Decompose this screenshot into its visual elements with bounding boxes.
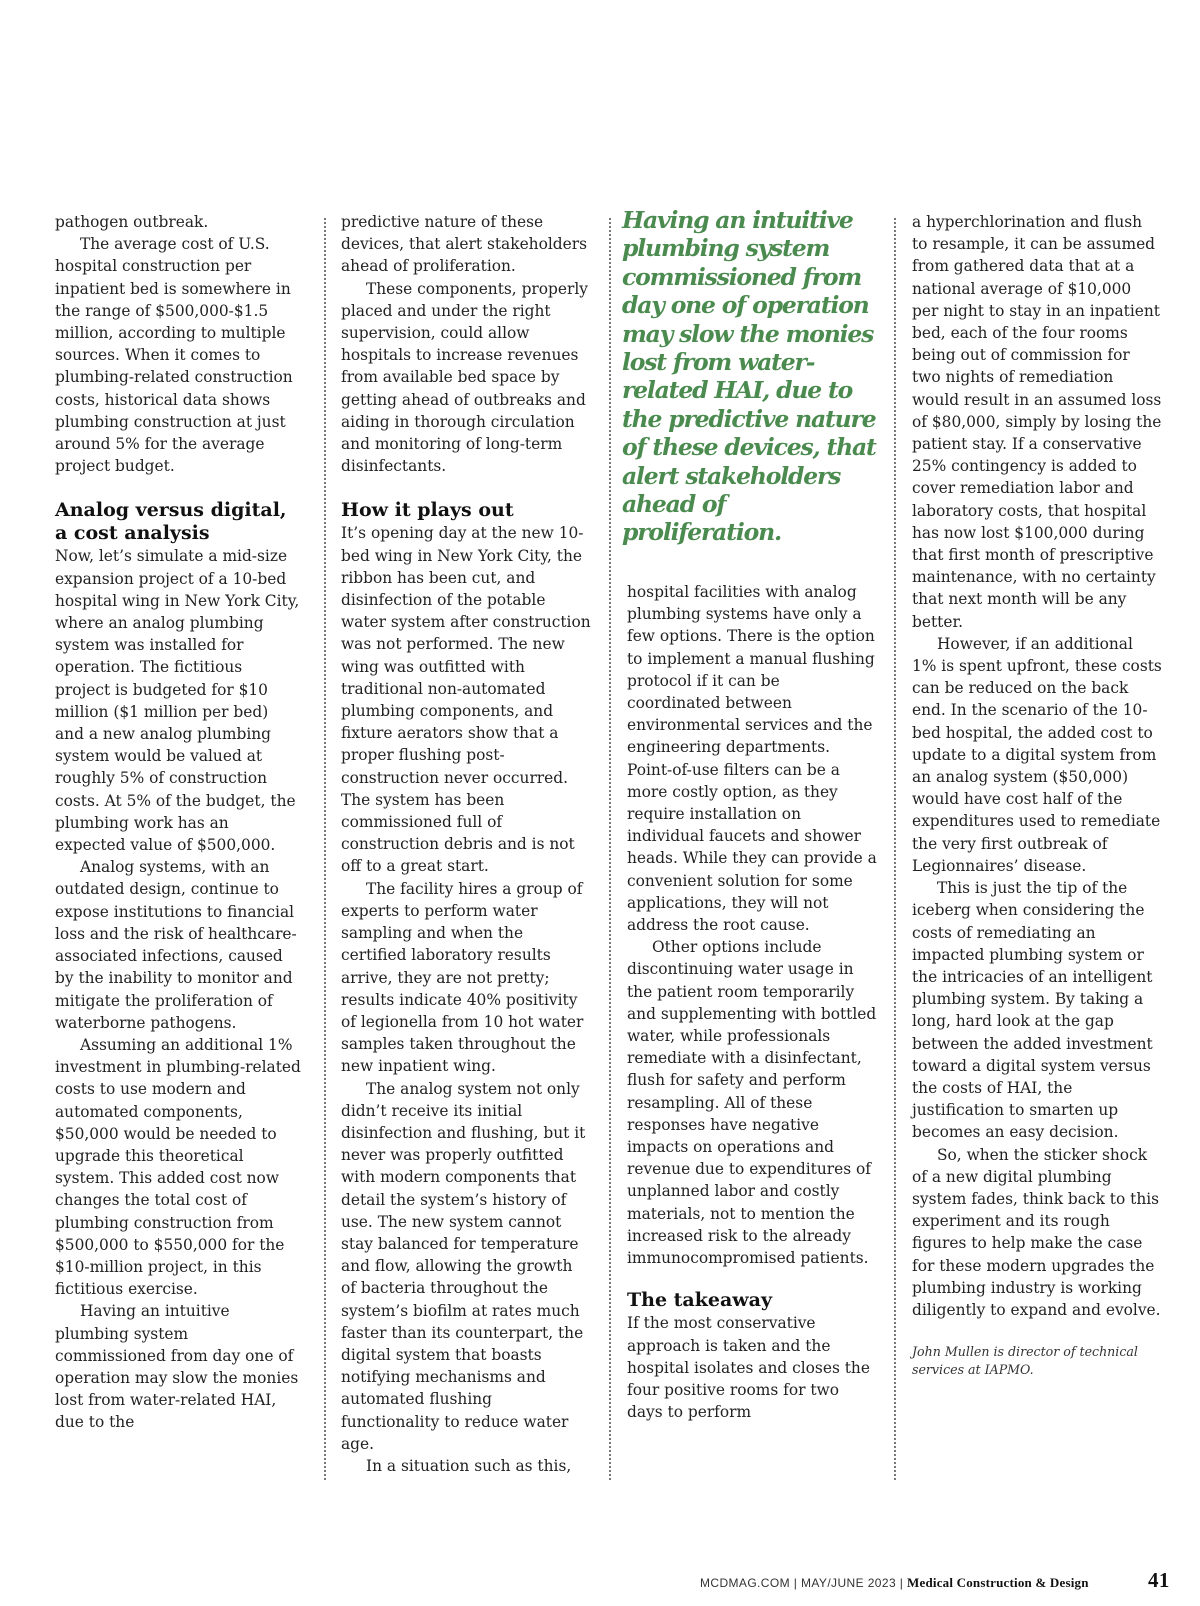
paragraph: The facility hires a group of experts to perform water sampling and when the certified laboratory results arrive, they are not pretty; results indicate 40% positivity of legionella from 10 hot water samples taken throughout the new inpatient wing. (341, 879, 584, 1076)
paragraph: So, when the sticker shock of a new digital plumbing system fades, think back to this experiment and its rough figures to help make the case for these modern upgrades the plumbing industry is working diligently to expand and evolve. (912, 1145, 1161, 1319)
column-divider (894, 218, 896, 1480)
paragraph: However, if an additional 1% is spent upfront, these costs can be reduced on the back end. In the scenario of the 10-bed hospital, the added cost to update to a digital system from an analog system ($50,000) would have cost half of the expenditures used to remediate the very first outbreak of Legionnaires’ disease. (912, 634, 1162, 875)
paragraph: Having an intuitive plumbing system commissioned from day one of operation may slow the monies lost from water-related HAI, due to the (55, 1302, 299, 1432)
paragraph: pathogen outbreak. (55, 213, 209, 231)
column-divider (324, 218, 326, 1480)
paragraph: This is just the tip of the iceberg when considering the costs of remediating an impacted plumbing system or the intricacies of an intelligent plumbing system. By taking a long, hard look at the gap between the added investment toward a digital system versus the costs of HAI, the justification to smarten up becomes an easy decision. (912, 879, 1153, 1142)
paragraph: If the most conservative approach is taken and the hospital isolates and closes the four positive rooms for two days to perform (627, 1314, 870, 1422)
section-heading: The takeaway (627, 1289, 773, 1312)
section-heading: Analog versus digital, a cost analysis (55, 499, 287, 545)
column-divider (609, 218, 611, 1480)
page-number: 41 (1148, 1568, 1170, 1592)
article-column-1 (55, 211, 301, 1434)
article-column-2 (341, 211, 592, 1477)
footer-site: MCDMAG.COM (700, 1576, 790, 1590)
paragraph: The analog system not only didn’t receive its initial disinfection and flushing, but it never was properly outfitted with modern components that detail the system’s history of use. The new system cannot stay balanced for temperature and flow, allowing the growth of bacteria throughout the system’s biofilm at rates much faster than its counterpart, the digital system that boasts notifying mechanisms and automated flushing functionality to reduce water age. (341, 1079, 586, 1453)
paragraph: These components, properly placed and under the right supervision, could allow hospitals to increase revenues from available bed space by getting ahead of outbreaks and aiding in thorough circulation and monitoring of long-term disinfectants. (341, 279, 588, 476)
paragraph: In a situation such as this, (366, 1456, 572, 1475)
footer-issue: MAY/JUNE 2023 (801, 1576, 897, 1590)
article-column-4 (912, 211, 1162, 1379)
paragraph: predictive nature of these devices, that alert stakeholders ahead of proliferation. (341, 213, 587, 276)
paragraph: Analog systems, with an outdated design, continue to expose institutions to financial loss and the risk of healthcare-associated infections, caused by the inability to monitor and mitigate the proliferation of waterborne pathogens. (55, 858, 297, 1032)
paragraph: It’s opening day at the new 10-bed wing in New York City, the ribbon has been cut, and disinfection of the potable water system after construction was not performed. The new wing was outfitted with traditional non-automated plumbing components, and fixture aerators show that a proper flushing post-construction never occurred. The system has been commissioned full of construction debris and is not off to a great start. (341, 524, 591, 876)
paragraph: Other options include discontinuing water usage in the patient room temporarily and supplementing with bottled water, while professionals remediate with a disinfectant, flush for safety and perform resampling. All of these responses have negative impacts on operations and revenue due to expenditures of unplanned labor and costly materials, not to mention the increased risk to the already immunocompromised patients. (627, 938, 877, 1268)
author-bio: John Mullen is director of technical services at IAPMO. (912, 1344, 1138, 1378)
paragraph: The average cost of U.S. hospital construction per inpatient bed is somewhere in the range of $500,000-$1.5 million, according to multiple sources. When it comes to plumbing-related construction costs, historical data shows plumbing construction at just around 5% for the average project budget. (55, 235, 293, 476)
paragraph: hospital facilities with analog plumbing systems have only a few options. There is the option to implement a manual flushing protocol if it can be coordinated between environmental services and the engineering departments. Point-of-use filters can be a more costly option, as they require installation on individual faucets and shower heads. While they can provide a convenient solution for some applications, they will not address the root cause. (627, 583, 877, 935)
footer-separator: | (899, 1576, 904, 1590)
section-heading: How it plays out (341, 499, 514, 522)
pull-quote: Having an intuitive plumbing system commissioned from day one of operation may slow the monies lost from water-related HAI, due to the predictive nature of these devices, that alert stakeholders ahead of proliferation. (622, 206, 876, 547)
footer-separator: | (793, 1576, 798, 1590)
footer-publication: Medical Construction & Design (907, 1575, 1089, 1590)
page-footer (700, 1568, 1170, 1592)
paragraph: Assuming an additional 1% investment in plumbing-related costs to use modern and automated components, $50,000 would be needed to upgrade this theoretical system. This added cost now changes the total cost of plumbing construction from $500,000 to $550,000 for the $10-million project, in this fictitious exercise. (55, 1035, 301, 1299)
article-column-3 (627, 581, 877, 1423)
paragraph: Now, let’s simulate a mid-size expansion project of a 10-bed hospital wing in New York City, where an analog plumbing system was installed for operation. The fictitious project is budgeted for $10 million ($1 million per bed) and a new analog plumbing system would be valued at roughly 5% of construction costs. At 5% of the budget, the plumbing work has an expected value of $500,000. (55, 547, 300, 855)
paragraph: a hyperchlorination and flush to resample, it can be assumed from gathered data that at a national average of $10,000 per night to stay in an inpatient bed, each of the four rooms being out of commission for two nights of remediation would result in an assumed loss of $80,000, simply by losing the patient stay. If a conservative 25% contingency is added to cover remediation labor and laboratory costs, that hospital has now lost $100,000 during that first month of prescriptive maintenance, with no certainty that next month will be any better. (912, 213, 1162, 631)
